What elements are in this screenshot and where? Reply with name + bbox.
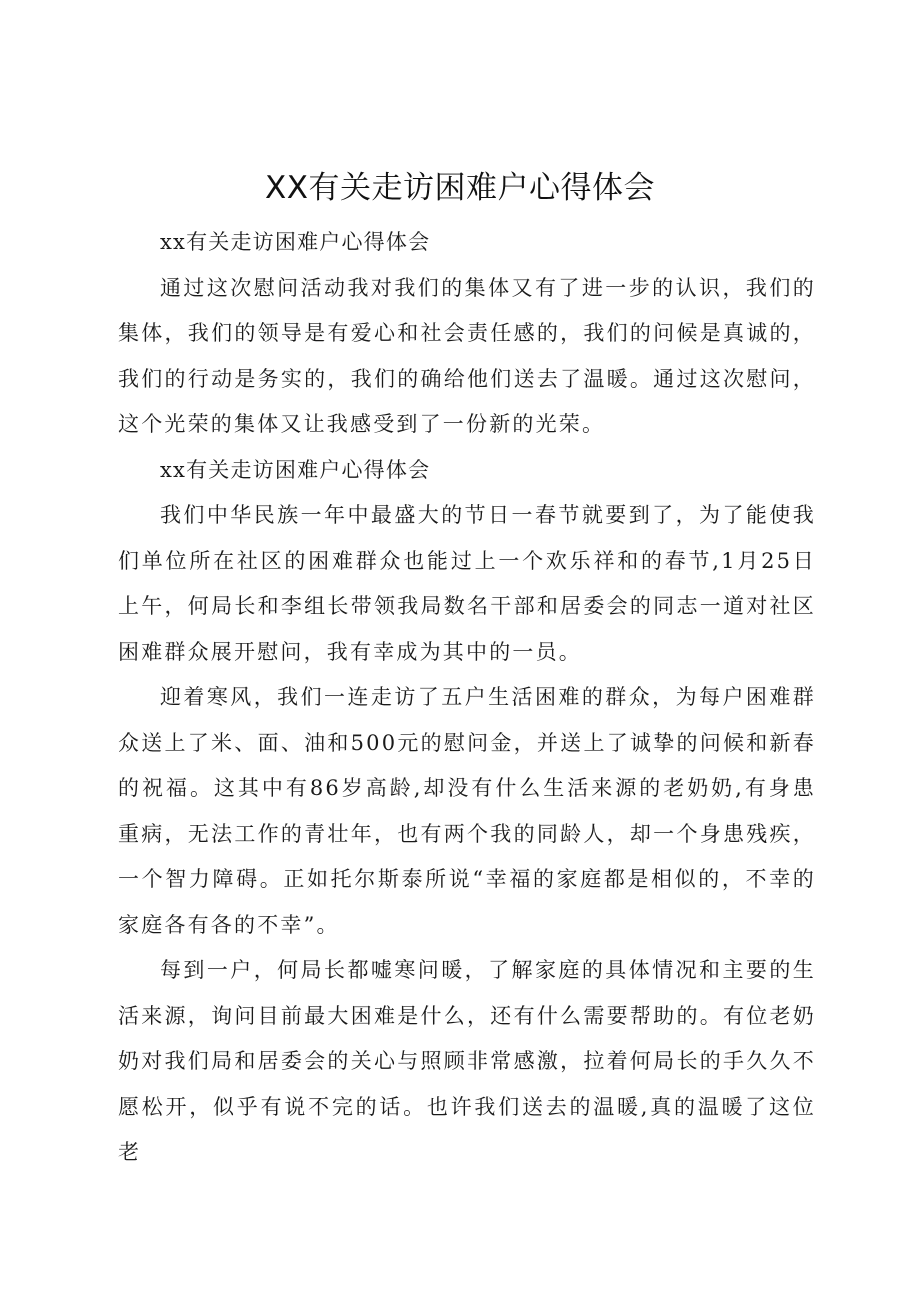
section-subtitle: xx有关走访困难户心得体会 <box>160 457 431 482</box>
body-paragraph: 通过这次慰问活动我对我们的集体又有了进一步的认识，我们的集体，我们的领导是有爱心和社会责任感的，我们的问候是真诚的，我们的行动是务实的，我们的确给他们送去了温暖。通过这次慰问，这个光荣的集体又让我感受到了一份新的光荣。 <box>118 275 816 436</box>
body-paragraph: 迎着寒风，我们一连走访了五户生活困难的群众，为每户困难群众送上了米、面、油和500元的慰问金，并送上了诚挚的问候和新春的祝福。这其中有86岁高龄,却没有什么生活来源的老奶奶,有身患重病，无法工作的青壮年，也有两个我的同龄人，却一个身患残疾，一个智力障碍。正如托尔斯泰所说“幸福的家庭都是相似的，不幸的家庭各有各的不幸”。 <box>118 685 816 937</box>
section-subtitle: xx有关走访困难户心得体会 <box>160 230 431 254</box>
document-title: XX有关走访困难户心得体会 <box>265 170 655 206</box>
body-paragraph: 每到一户，何局长都嘘寒问暖，了解家庭的具体情况和主要的生活来源，询问目前最大困难是什么，还有什么需要帮助的。有位老奶奶对我们局和居委会的关心与照顾非常感激，拉着何局长的手久久不愿松开，似乎有说不完的话。也许我们送去的温暖,真的温暖了这位老 <box>118 958 816 1164</box>
document-body <box>118 220 816 1176</box>
body-paragraph: 我们中华民族一年中最盛大的节日一春节就要到了，为了能使我们单位所在社区的困难群众也能过上一个欢乐祥和的春节,1月25日上午，何局长和李组长带领我局数名干部和居委会的同志一道对社区困难群众展开慰问，我有幸成为其中的一员。 <box>118 503 816 664</box>
